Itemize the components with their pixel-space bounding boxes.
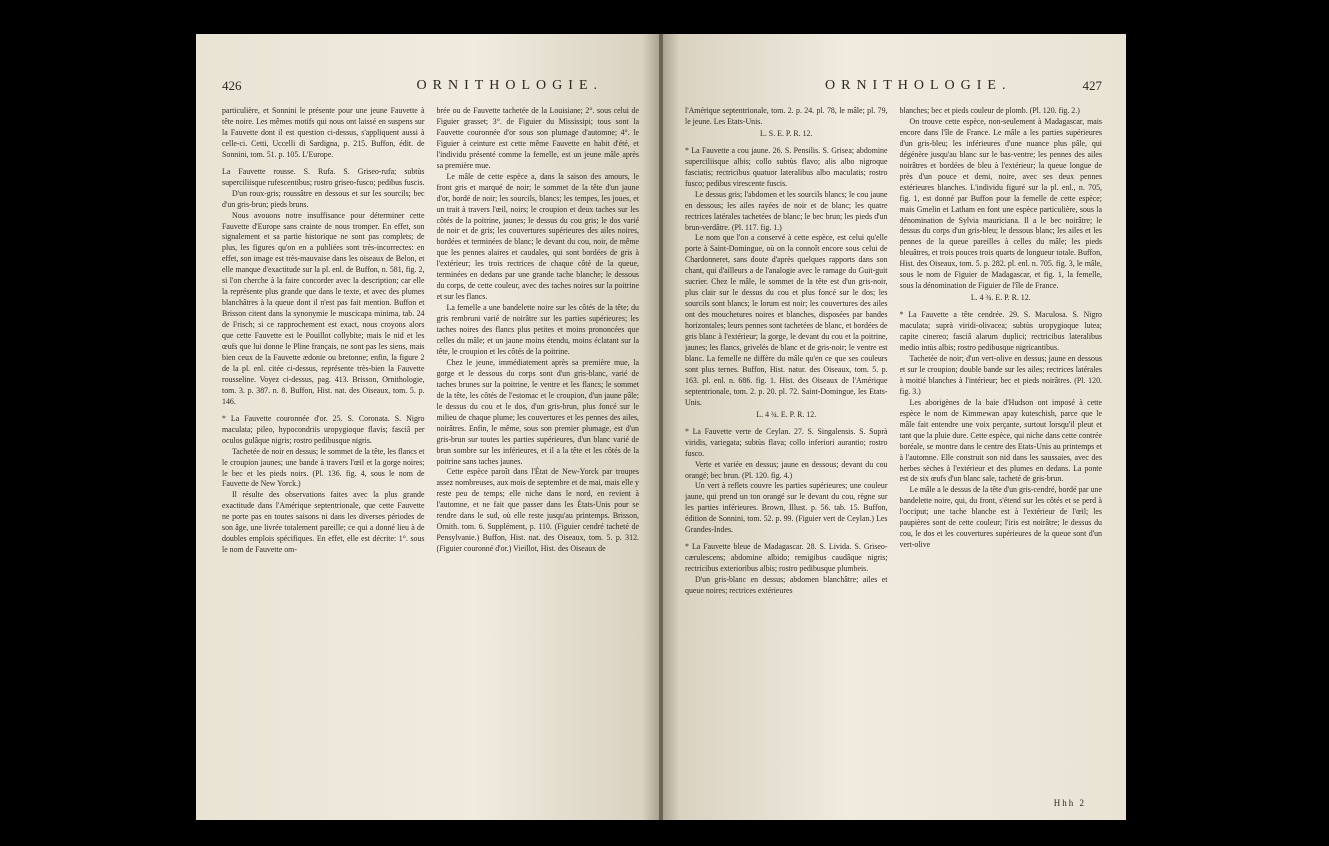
paragraph: Le mâle de cette espèce a, dans la saison des amours, le front gris et marqué de noir; le sommet de la tête d'un jaune d'or, bordé de noir; les sourcils, blancs; les tempes, les joues, et un trait à travers l'œil, noirs; le croupion et deux taches sur les côtés de la poitrine, jaunes; le dessus du cou gris; le dos varié de noir et de gris; les couvertures supérieures des ailes noires, bordées et terminées de blanc; le devant du cou, noir, de même que les pennes alaires et caudales, qui sont bordées de gris à l'extérieur; les trois rectrices de chaque côté de la queue, terminées en dedans par une grande tache blanche; le dessous du corps, de cette couleur, avec des taches noires sur la poitrine et sur les flancs. [436, 171, 639, 302]
text-column-left [685, 106, 888, 806]
book-gutter [659, 34, 663, 820]
right-page [661, 34, 1126, 820]
paragraph: l'Amérique septentrionale, tom. 2. p. 24. pl. 78, le mâle; pl. 79, le jeune. Les Etats-Unis. [685, 106, 888, 126]
paragraph: Tachetée de noir; d'un vert-olive en dessus; jaune en dessous et sur le croupion; double bande sur les ailes; rectrices latérales à moitié blanches à l'intérieur; bec et pieds noirâtres. (Pl. 120. fig. 3.) [899, 353, 1102, 396]
text-column-right [900, 106, 1103, 806]
measurement-line: L. 4 ¾. E. P. R. 12. [756, 409, 817, 419]
paragraph: Le nom que l'on a conservé à cette espèce, est celui qu'elle porte à Saint-Domingue, où on la connoît encore sous celui de Chardonneret, sans doute d'après quelques rapports dans son chant, qui d'ailleurs a de l'analogie avec le ramage du Guit-guit sucrier. Chez le mâle, le sommet de la tête est d'un gris-noir, plus clair sur le dessus du cou et plus foncé sur le dos; les sourcils sont blancs; le lorum est noir; les couvertures des ailes ont des mouchetures noires et blanches, disposées par bandes horizontales; leurs pennes sont tachetées de blanc, et bordées de gris blanc à l'extérieur; la gorge, le devant du cou et la poitrine, jaunes; les flancs, grivelés de blanc et de gris-noir; le ventre est blanc. La femelle ne diffère du mâle qu'en ce que ses couleurs sont plus ternes. Buffon, Hist. natur. des Oiseaux, tom. 5. p. 163. pl. enl. n. 686. fig. 1. Hist. des Oiseaux de l'Amérique septentrionale, tom. 2. p. 20. pl. 72. Saint-Domingue, les Etats-Unis. [685, 233, 888, 407]
paragraph: brée ou de Fauvette tachetée de la Louisiane; 2°. sous celui de Figuier grasset; 3°. de Figuier du Mississipi; tous sont la Fauvette couronnée d'or sous son plumage d'automne; 4°. le Figuier à ceinture est cette même Fauvette en habit d'été, et l'individu présenté comme la femelle, est un jeune mâle après sa première mue. [436, 106, 639, 170]
text-column-right [437, 106, 640, 806]
signature-mark: Hhh 2 [1053, 798, 1086, 808]
species-entry: * La Fauvette a cou jaune. 26. S. Pensilis. S. Grisea; abdomine superciliisque albis; collo subtùs flavo; alis albo nigroque fasciatis; rectricibus quatuor lateralibus albo maculatis; rostro fusco; pedibus virescente fuscis. [685, 145, 888, 188]
paragraph: On trouve cette espèce, non-seulement à Madagascar, mais encore dans l'île de France. Le mâle a les parties supérieures d'un gris-bleu; les inférieures d'une nuance plus pâle, qui dégénère jusqu'au blanc sur le bas-ventre; les pennes des ailes noirâtres et bordées de bleu à l'extérieur; la queue longue de près d'un pouce et demi, noire, avec ses deux pennes extérieures blanches. L'individu figuré sur la pl. enl., n. 705, fig. 1, est donné par Buffon pour la femelle de cette espèce; mais Gmelin et Latham en font une espèce particulière, sous la dénomination de Sylvia mauriciana. Il a le bec noirâtre; le dessus du corps d'un gris-bleu; le dessous blanc; les ailes et les pennes de la queue pareilles à celles du mâle; les pieds bleuâtres, et trois pouces trois quarts de longueur totale. Buffon, Hist. des Oiseaux, tom. 5. p. 282. pl. enl. n. 705. fig. 3, le mâle, sous le nom de Figuier de Madagascar, et fig. 1, la femelle, sous la dénomination de Figuier de l'île de France. [899, 116, 1102, 291]
running-title: ORNITHOLOGIE. [416, 78, 603, 93]
paragraph: particulière, et Sonnini le présente pour une jeune Fauvette à tête noire. Les mêmes motifs qui nous ont laissé en suspens sur la Fauvette dont il est question ci-dessus, s'appliquent aussi à celle-ci. Cetti, Uccelli di Sardigna, p. 215. Buffon, édit. de Sonnini, tom. 51. p. 105. L'Europe. [222, 106, 425, 159]
measurement-line: L. 4 ¾. E. P. R. 12. [970, 293, 1031, 303]
paragraph: La femelle a une bandelette noire sur les côtés de la tête; du gris rembruni varié de noirâtre sur les parties supérieures; les taches noires des flancs plus petites et moins prononcées que celles du mâle; et un jaune moins étendu, moins éclatant sur la tête, le croupion et les côtés de la poitrine. [436, 303, 639, 356]
paragraph: Un vert à reflets couvre les parties supérieures; une couleur jaune, qui prend un ton orangé sur le devant du cou, règne sur les parties inférieures. Brown, Illust. p. 56. tab. 15. Buffon, édition de Sonnini, tom. 52. p. 99. (Figuier vert de Ceylan.) Les Grandes-Indes. [685, 481, 888, 535]
text-columns [685, 106, 1102, 806]
page-number: 426 [222, 78, 242, 93]
paragraph: Le mâle a le dessus de la tête d'un gris-cendré, bordé par une bandelette noire, qui, du front, s'étend sur les côtés et se perd à l'occiput; une tache blanche est à l'extérieur de l'œil; les paupières sont de cette couleur; l'iris est noirâtre; le dessus du cou, le dos et les couvertures supérieures de la queue sont d'un vert-olive [899, 485, 1102, 550]
text-columns [222, 106, 639, 806]
paragraph: Il résulte des observations faites avec la plus grande exactitude dans l'Amérique septentrionale, que cette Fauvette ne porte pas en toutes saisons ni dans les diverses périodes de son âge, une livrée totalement pareille; ce qui a donné lieu à de doubles emplois spécifiques. En effet, elle est décrite: 1°. sous le nom de Fauvette om- [222, 490, 425, 555]
paragraph: Verte et variée en dessus; jaune en dessous; devant du cou orangé; bec brun. (Pl. 120. fig. 4.) [685, 459, 888, 480]
open-book [196, 34, 1126, 820]
left-page [196, 34, 661, 820]
text-column-left [222, 106, 425, 806]
paragraph: Chez le jeune, immédiatement après sa première mue, la gorge et le dessous du corps sont d'un gris-blanc, varié de taches brunes sur la poitrine, le ventre et les flancs; le sommet de la tête, les côtés de l'estomac et le croupion, d'un jaune pâle; le dessus du cou et le dos, d'un gris-brun, plus foncé sur le milieu de chaque plume; les couvertures et les pennes des ailes, noirâtres. Enfin, le même, sous son premier plumage, est d'un gris-brun sur toutes les parties supérieures, d'un blanc varié de brun sombre sur les inférieures, et il a la tête et les côtés de la poitrine sans taches jaunes. [436, 357, 639, 466]
paragraph: Nous avouons notre insuffisance pour déterminer cette Fauvette d'Europe sans crainte de nous tromper. En effet, son signalement et sa partie historique ne sont pas complets; de plus, les figures qu'on en a publiées sont très-incorrectes: en effet, son image est très-mauvaise dans les oiseaux de Belon, et elle manque d'exactitude sur la pl. enl. de Buffon, n. 581, fig. 2, si l'on cherche à la faire concorder avec la description; car elle la représente plus grande que dans le texte, et avec des plumes blanchâtres à la queue dont il n'est pas fait mention. Buffon et Brisson citent dans la synonymie le muscicapa minima, tab. 24 de Frisch; si ce rapprochement est exact, nous croyons alors que cette Fauvette est le Pouillot collybite; mais le nid et les œufs que lui donne le Pline français, ne sont pas les siens, mais bien ceux de la Fauvette ædonie ou bretonne; enfin, la figure 2 de la pl. enl. citée ci-dessus, représente très-bien la Fauvette rousseline. Voyez ci-dessus, pag. 413. Brisson, Ornithologie, tom. 3. p. 387. n. 8. Buffon, Hist. nat. des Oiseaux, tom. 5. p. 146. [222, 210, 425, 406]
paragraph: Le dessus gris; l'abdomen et les sourcils blancs; le cou jaune en dessous; les ailes rayées de noir et de blanc; les quatre rectrices latérales tachetées de blanc; le bec brun; les pieds d'un brun-verdâtre. (Pl. 117. fig. 1.) [685, 189, 888, 232]
species-entry: * La Fauvette couronnée d'or. 25. S. Coronata. S. Nigro maculata; pileo, hypocondriis uropygioque flavis; fasciâ per oculos gulâque nigris; rostro pedibusque nigris. [222, 413, 425, 445]
species-entry: * La Fauvette bleue de Madagascar. 28. S. Livida. S. Griseo-cærulescens; abdomine albido; remigibus caudâque nigris; rectricibus exterioribus albis; rostro pedibusque plumbeis. [685, 542, 888, 574]
species-entry: La Fauvette rousse. S. Rufa. S. Griseo-rufa; subtùs superciliisque rufescentibus; rostro griseo-fusco; pedibus fuscis. [222, 166, 425, 187]
running-head [222, 78, 639, 96]
paragraph: Tachetée de noir en dessus; le sommet de la tête, les flancs et le croupion jaunes; une bande à travers l'œil et la gorge noires; le bec et les pieds noirs. (Pl. 136. fig. 4, sous le nom de Fauvette de New Yorck.) [222, 446, 425, 489]
paragraph: Cette espèce paroît dans l'État de New-Yorck par troupes assez nombreuses, aux mois de septembre et de mai, mais elle y reste peu de temps; elle niche dans le nord, en revient à l'automne, et ne fait que passer dans les États-Unis pour se rendre dans le sud, où elle reste jusqu'au printemps. Brisson, Ornith. tom. 6. Supplément, p. 110. (Figuier cendré tacheté de Pensylvanie.) Buffon, Hist. nat. des Oiseaux, tom. 5. p. 312. (Figuier couronné d'or.) Vieillot, Hist. des Oiseaux de [436, 467, 639, 554]
paragraph: D'un roux-gris; roussâtre en dessous et sur les sourcils; bec d'un gris-brun; pieds bruns. [222, 188, 425, 209]
running-title: ORNITHOLOGIE. [825, 78, 1012, 93]
running-head [685, 78, 1102, 96]
paragraph: Les aborigènes de la baie d'Hudson ont imposé à cette espèce le nom de Kimmewan apay kuteschish, parce que le mâle fait entendre une voix perçante, surtout lorsqu'il pleut et tant que la pluie dure. Cette espèce, qui niche dans cette contrée boréale, se montre dans le centre des Etats-Unis au printemps et à l'automne. Elle construit son nid dans les saussaies, avec des herbes sèches à l'extérieur et des plumes en dedans. La ponte est de six œufs d'un blanc sale, tacheté de gris-brun. [899, 397, 1102, 484]
species-entry: * La Fauvette verte de Ceylan. 27. S. Singalensis. S. Suprà viridis, variegata; subtùs flava; collo inferiori aurantio; rostro fusco. [685, 426, 888, 458]
measurement-line: L. S. E. P. R. 12. [760, 128, 813, 138]
paragraph: blanches; bec et pieds couleur de plomb. (Pl. 120. fig. 2.) [899, 106, 1080, 115]
species-entry: * La Fauvette a tête cendrée. 29. S. Maculosa. S. Nigro maculata; suprà viridi-olivacea; subtùs uropygioque lutea; capite cinereo; fasciâ alarum duplici; rectricibus lateralibus medio intùs albis; rostro pedibusque nigricantibus. [899, 310, 1102, 353]
paragraph: D'un gris-blanc en dessus; abdomen blanchâtre; ailes et queue noires; rectrices extérieures [685, 575, 888, 596]
page-number: 427 [1082, 78, 1102, 93]
